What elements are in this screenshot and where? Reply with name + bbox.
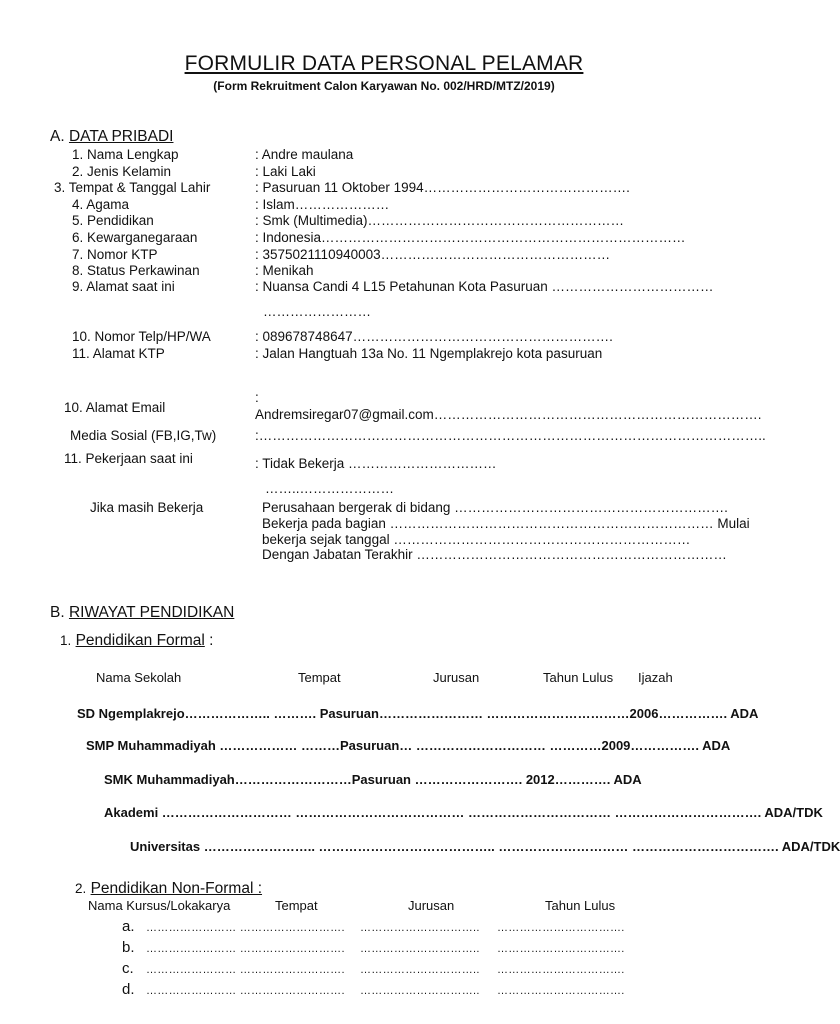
nonformal-col1: …………………… ………………………. [146,943,345,955]
form-title: FORMULIR DATA PERSONAL PELAMAR [184,52,584,75]
formal-header-place: Tempat [298,670,341,685]
section-b-title: RIWAYAT PENDIDIKAN [68,604,235,621]
field-label: 2. Jenis Kelamin [72,164,172,179]
field-value: : 3575021110940003…………………………………………… [255,247,611,262]
nonformal-row [122,981,642,1001]
formal-header-major: Jurusan [433,670,480,685]
formal-heading [60,632,213,650]
field-value: : 089678748647…………………………………………………. [255,329,613,344]
email-value: Andremsiregar07@gmail.com………………………………………………………………. [255,407,762,422]
nonformal-col3: ……………………………. [497,964,625,976]
field-value: : Smk (Multimedia)………………………………………………… [255,213,625,228]
nonformal-header-year: Tahun Lulus [545,898,616,913]
form-subtitle: (Form Rekruitment Calon Karyawan No. 002/HRD/MTZ/2019) [213,79,555,93]
nonformal-header-name: Nama Kursus/Lokakarya [88,898,231,913]
field-value: : Jalan Hangtuah 13a No. 11 Ngemplakrejo kota pasuruan [255,346,603,361]
formal-row: Universitas …………………….. ………………………………….. ………………………… ……………………………. ADA/TDK [130,839,840,854]
formal-header-name: Nama Sekolah [96,670,182,685]
field-value: : Pasuruan 11 Oktober 1994………………………………………. [255,180,630,195]
nonformal-col2: ………………………….. [360,922,480,934]
formal-suffix: : [204,632,214,649]
nonformal-header-place: Tempat [275,898,318,913]
formal-row: SMP Muhammadiyah ……………… ………Pasuruan… ………………………… …………2009……………. ADA [86,738,731,753]
nonformal-header-major: Jurusan [408,898,455,913]
formal-header-year: Tahun Lulus [543,670,614,685]
nonformal-col3: ……………………………. [497,943,625,955]
job-value: : Tidak Bekerja …………………………… [255,456,497,471]
section-b-heading [50,604,234,622]
social-label: Media Sosial (FB,IG,Tw) [70,428,217,443]
nonformal-col3: ……………………………. [497,985,625,997]
section-a-title: DATA PRIBADI [68,128,174,145]
field-label: 9. Alamat saat ini [72,279,175,294]
field-label: 7. Nomor KTP [72,247,158,262]
formal-title: Pendidikan Formal [75,632,205,649]
nonformal-letter: c. [122,960,134,977]
field-value: : Menikah [255,263,314,278]
nonformal-row [122,918,642,938]
nonformal-col1: …………………… ………………………. [146,964,345,976]
formal-prefix: 1. [60,633,72,648]
nonformal-col1: …………………… ………………………. [146,985,345,997]
formal-row: SMK Muhammadiyah………………………Pasuruan ……………………. 2012…………. ADA [104,772,642,787]
field-label: 10. Nomor Telp/HP/WA [72,329,211,344]
formal-row: SD Ngemplakrejo……………….. ………. Pasuruan…………………… ……………………………2006……………. ADA [77,706,759,721]
nonformal-title: Pendidikan Non-Formal : [90,880,263,897]
field-value: …………………… [263,304,371,319]
field-label: 11. Alamat KTP [72,346,165,361]
nonformal-heading [75,880,262,898]
working-line: Perusahaan bergerak di bidang ……………………………………………………. [262,500,728,515]
job-extra: ……..………………… [265,481,395,496]
email-label: 10. Alamat Email [64,400,166,415]
nonformal-letter: d. [122,981,135,998]
job-label: 11. Pekerjaan saat ini [64,451,193,466]
field-label: 3. Tempat & Tanggal Lahir [54,180,211,195]
nonformal-col2: ………………………….. [360,964,480,976]
section-a-prefix: A. [50,128,65,145]
working-line: bekerja sejak tanggal ………………………………………………………… [262,532,691,547]
nonformal-row [122,960,642,980]
social-value: :………………………………………………………………………………………………….. [255,428,766,443]
field-label: 4. Agama [72,197,130,212]
field-label: 8. Status Perkawinan [72,263,200,278]
nonformal-col1: …………………… ………………………. [146,922,345,934]
nonformal-col3: ……………………………. [497,922,625,934]
nonformal-col2: ………………………….. [360,943,480,955]
working-line: Bekerja pada bagian ……………………………………………………………… Mulai [262,516,750,531]
field-value: : Indonesia……………………………………………………………………… [255,230,686,245]
formal-row: Akademi ………………………… ………………………………… …………………………… ……………………………. ADA/TDK [104,805,823,820]
nonformal-col2: ………………………….. [360,985,480,997]
field-label: 6. Kewarganegaraan [72,230,198,245]
section-a-heading [50,128,173,146]
working-label: Jika masih Bekerja [90,500,204,515]
field-value: : Laki Laki [255,164,316,179]
field-value: : Nuansa Candi 4 L15 Petahunan Kota Pasuruan ……………………………… [255,279,714,294]
nonformal-letter: a. [122,918,135,935]
email-colon: : [255,390,259,405]
section-b-prefix: B. [50,604,65,621]
field-label: 5. Pendidikan [72,213,154,228]
field-value: : Islam………………… [255,197,390,212]
field-label: 1. Nama Lengkap [72,147,179,162]
formal-header-cert: Ijazah [638,670,673,685]
nonformal-row [122,939,642,959]
nonformal-letter: b. [122,939,135,956]
working-line: Dengan Jabatan Terakhir …………………………………………………………… [262,547,727,562]
nonformal-prefix: 2. [75,881,87,896]
field-value: : Andre maulana [255,147,354,162]
